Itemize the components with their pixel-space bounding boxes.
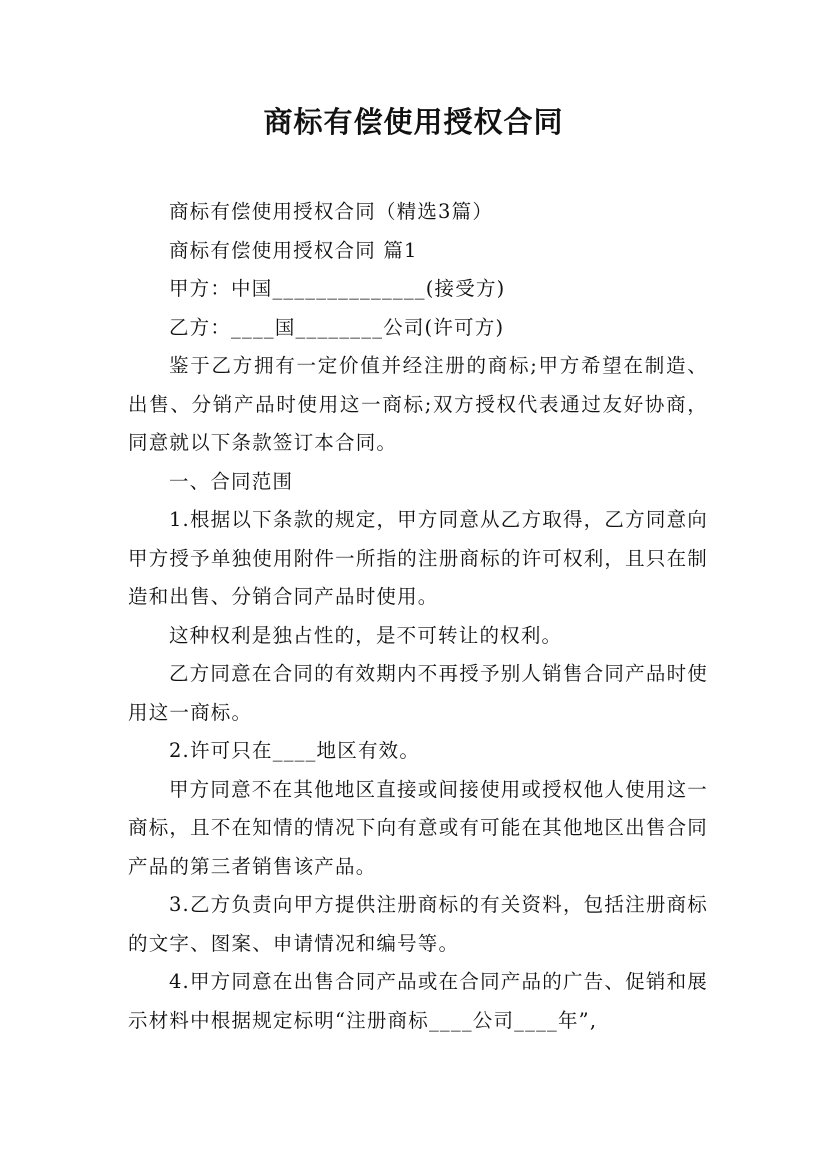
paragraph-party-b: 乙方：____国________公司(许可方) (168, 315, 505, 339)
clause-1: 1.根据以下条款的规定，甲方同意从乙方取得，乙方同意向甲方授予单独使用附件一所指的注册商标的许可权利，且只在制造和出售、分销合同产品时使用。 (128, 508, 708, 608)
paragraph-heading-part1: 商标有偿使用授权合同 篇1 (168, 238, 418, 262)
paragraph-party-a: 甲方：中国______________(接受方) (168, 277, 506, 300)
clause-3: 3.乙方负责向甲方提供注册商标的有关资料，包括注册商标的文字、图案、申请情况和编号等。 (128, 893, 708, 955)
section-heading-scope: 一、合同范围 (168, 469, 294, 493)
paragraph-heading-selection: 商标有偿使用授权合同（精选3篇） (168, 200, 494, 223)
document-body (128, 193, 708, 1040)
clause-2: 2.许可只在____地区有效。 (168, 739, 421, 762)
clause-1-no-other-grant: 乙方同意在合同的有效期内不再授予别人销售合同产品时使用这一商标。 (128, 662, 708, 724)
clause-4: 4.甲方同意在出售合同产品或在合同产品的广告、促销和展示材料中根据规定标明“注册商标____公司____年”, (128, 970, 708, 1032)
clause-1-exclusivity: 这种权利是独占性的，是不可转让的权利。 (168, 623, 563, 647)
paragraph-preamble: 鉴于乙方拥有一定价值并经注册的商标;甲方希望在制造、出售、分销产品时使用这一商标;双方授权代表通过友好协商，同意就以下条款签订本合同。 (128, 354, 708, 454)
document-title: 商标有偿使用授权合同 (263, 105, 564, 139)
clause-2-territory: 甲方同意不在其他地区直接或间接使用或授权他人使用这一商标，且不在知情的情况下向有意或有可能在其他地区出售合同产品的第三者销售该产品。 (128, 777, 708, 878)
